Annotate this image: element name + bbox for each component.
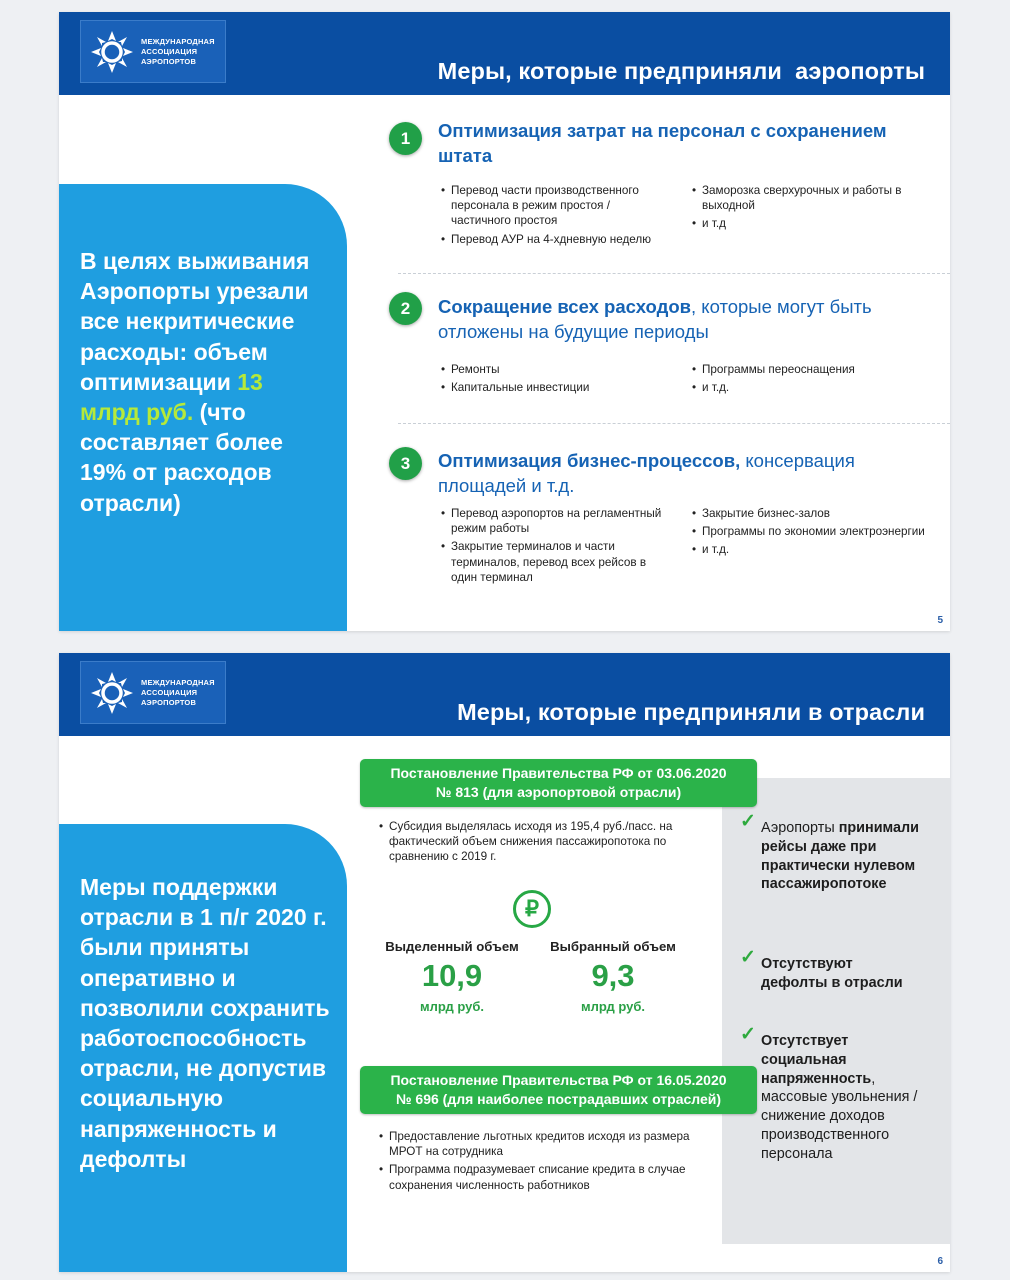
check-icon: ✓ (740, 1024, 756, 1045)
step-number-badge: 1 (389, 122, 422, 155)
bullet-list (692, 183, 927, 235)
list-item: • и т.д. (692, 542, 927, 557)
ruble-icon: ₽ (513, 890, 551, 928)
list-item: • Программы переоснащения (692, 362, 927, 377)
summary-panel (59, 824, 347, 1272)
decree-813-banner: Постановление Правительства РФ от 03.06.2020 № 813 (для аэропортовой отрасли) (360, 759, 757, 807)
bullet-list (441, 506, 666, 588)
slide-title: Меры, которые предприняли аэропорты (437, 58, 925, 84)
allocated-unit: млрд руб. (420, 999, 484, 1014)
slide-header (59, 12, 950, 95)
list-item: • Перевод аэропортов на регламентный режим работы (441, 506, 666, 536)
used-unit: млрд руб. (581, 999, 645, 1014)
allocated-value: 10,9 (421, 958, 483, 993)
divider (398, 273, 950, 274)
list-item: • и т.д. (692, 380, 927, 395)
list-item: • Предоставление льготных кредитов исходя из размера МРОТ на сотрудника (379, 1129, 719, 1159)
outcome-item: ✓ Отсутствует социальная напряженность, массовые увольнения / снижение доходов производственного персонала (740, 1024, 918, 1162)
page-number: 6 (937, 1256, 943, 1267)
logo (80, 661, 226, 724)
summary-panel (59, 184, 347, 631)
list-item: • Закрытие бизнес-залов (692, 506, 927, 521)
list-item: • Субсидия выделялась исходя из 195,4 руб./пасс. на фактический объем снижения пассажиропотока по сравнению с 2019 г. (379, 819, 719, 865)
list-item: • Заморозка сверхурочных и работы в выходной (692, 183, 927, 213)
outcome-item: ✓ Отсутствуют дефолты в отрасли (740, 947, 903, 991)
savings-highlight: 13 млрд руб. (80, 368, 263, 426)
bullet-list (441, 183, 666, 250)
list-item: • Капитальные инвестиции (441, 380, 666, 395)
logo-star-icon (89, 670, 135, 716)
slide-header (59, 653, 950, 736)
bullet-list (692, 362, 927, 398)
bullet-list (441, 362, 666, 398)
section-title: Оптимизация затрат на персонал с сохранением штата (438, 120, 887, 166)
list-item: • и т.д (692, 216, 927, 231)
list-item: • Ремонты (441, 362, 666, 377)
list-item: • Программа подразумевает списание кредита в случае сохранения численность работников (379, 1162, 719, 1192)
step-number-badge: 3 (389, 447, 422, 480)
used-label: Выбранный объем (550, 939, 676, 954)
used-value: 9,3 (591, 958, 635, 993)
logo (80, 20, 226, 83)
section-title: Сокращение всех расходов, которые могут быть отложены на будущие периоды (438, 296, 872, 342)
bullet-list (379, 819, 719, 868)
logo-text: МЕЖДУНАРОДНАЯ АССОЦИАЦИЯ АЭРОПОРТОВ (141, 36, 215, 66)
divider (398, 423, 950, 424)
slide-6 (59, 653, 950, 1272)
list-item: • Закрытие терминалов и части терминалов, перевод всех рейсов в один терминал (441, 539, 666, 585)
slide-title: Меры, которые предприняли в отрасли (457, 699, 925, 725)
bullet-list (692, 506, 927, 561)
list-item: • Перевод АУР на 4-хдневную неделю (441, 232, 666, 247)
list-item: • Программы по экономии электроэнергии (692, 524, 927, 539)
logo-star-icon (89, 29, 135, 75)
section-title: Оптимизация бизнес-процессов, консервация площадей и т.д. (438, 450, 855, 496)
summary-text: В целях выживания Аэропорты урезали все некритические расходы: объем оптимизации 13 млрд руб. (что составляет более 19% от расходов отрасли) (80, 248, 310, 516)
list-item: • Перевод части производственного персонала в режим простоя / частичного простоя (441, 183, 666, 229)
decree-696-banner: Постановление Правительства РФ от 16.05.2020 № 696 (для наиболее пострадавших отраслей) (360, 1066, 757, 1114)
slide-5 (59, 12, 950, 631)
step-number-badge: 2 (389, 292, 422, 325)
check-icon: ✓ (740, 947, 756, 968)
page-number: 5 (937, 615, 943, 626)
logo-text: МЕЖДУНАРОДНАЯ АССОЦИАЦИЯ АЭРОПОРТОВ (141, 677, 215, 707)
outcome-item: ✓ Аэропорты принимали рейсы даже при практически нулевом пассажиропотоке (740, 811, 920, 893)
bullet-list (379, 1129, 719, 1196)
check-icon: ✓ (740, 811, 756, 832)
allocated-label: Выделенный объем (385, 939, 519, 954)
summary-text: Меры поддержки отрасли в 1 п/г 2020 г. были приняты оперативно и позволили сохранить работоспособность отрасли, не допустив социальную напряженность и дефолты (80, 874, 330, 1172)
